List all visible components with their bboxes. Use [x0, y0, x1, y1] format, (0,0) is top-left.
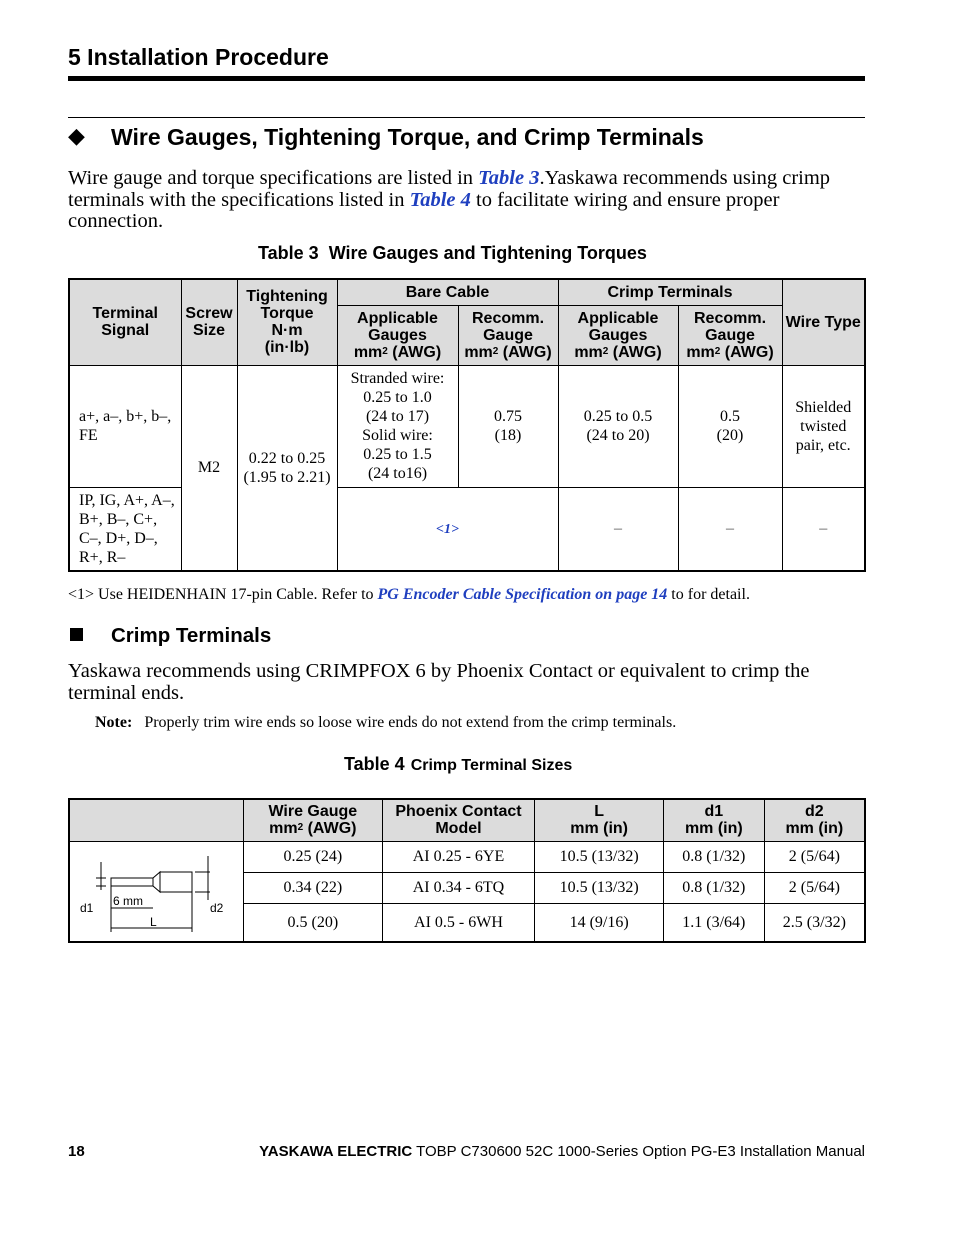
table4-r0-d1: 0.8 (1/32): [663, 841, 764, 872]
table3-bare-applicable: Stranded wire: 0.25 to 1.0 (24 to 17) Solid wire: 0.25 to 1.5 (24 to16): [337, 365, 458, 487]
crimp-paragraph: Yaskawa recommends using CRIMPFOX 6 by Phoenix Contact or equivalent to crimp the terminal ends.: [68, 660, 810, 704]
note-label: Note:: [95, 714, 133, 731]
footer-manual-name: TOBP C730600 52C 1000-Series Option PG-E3 Installation Manual: [412, 1143, 865, 1160]
diagram-d2-label: d2: [210, 900, 224, 915]
footnote-text: <1> Use HEIDENHAIN 17-pin Cable. Refer to: [68, 586, 378, 603]
table4-r2-l: 14 (9/16): [535, 903, 664, 941]
pg-encoder-cable-link[interactable]: PG Encoder Cable Specification on page 14: [377, 586, 668, 603]
footer-manual-title: [259, 1143, 865, 1160]
footnote-ref-link[interactable]: <1>: [436, 521, 459, 537]
table3-caption-number: Table 3: [258, 243, 319, 263]
page-number: 18: [68, 1143, 85, 1160]
table4-caption-number: Table 4: [344, 754, 405, 774]
header-model: Phoenix Contact Model: [382, 799, 535, 841]
header-tightening-torque: Tightening Torque N·m (in·lb): [237, 279, 337, 365]
table3-row2-signals: IP, IG, A+, A–, B+, B–, C+, C–, D+, D–, R+, R–: [69, 487, 181, 571]
crimp-terminals-heading: Crimp Terminals: [111, 624, 272, 647]
table3-link[interactable]: Table 3: [478, 167, 540, 189]
section-title: Wire Gauges, Tightening Torque, and Crimp Terminals: [111, 124, 704, 150]
table4-r0-wire-gauge: 0.25 (24): [244, 841, 383, 872]
table4-r0-l: 10.5 (13/32): [535, 841, 664, 872]
header-crimp-recomm-gauge: Recomm. Gauge $mm^2$ (AWG): [678, 305, 782, 365]
header-crimp-applicable-gauges: Applicable Gauges $mm^2$ (AWG): [558, 305, 678, 365]
note-text: Properly trim wire ends so loose wire ends do not extend from the crimp terminals.: [144, 714, 677, 731]
table3-wire-type: Shielded twisted pair, etc.: [782, 365, 865, 487]
intro-text: to facilitate wiring and ensure proper connection.: [68, 188, 780, 232]
table4-r1-d1: 0.8 (1/32): [663, 872, 764, 903]
crimp-terminal-table: [68, 798, 866, 943]
table3-caption: [258, 243, 647, 264]
diagram-l-label: L: [150, 914, 157, 929]
table4-link[interactable]: Table 4: [409, 188, 471, 211]
table3-torque: 0.22 to 0.25 (1.95 to 2.21): [237, 365, 337, 571]
table4-r2-d2: 2.5 (3/32): [764, 903, 865, 941]
header-crimp-terminals: Crimp Terminals: [558, 279, 782, 305]
table4-r1-d2: 2 (5/64): [764, 872, 865, 903]
table4-r2-d1: 1.1 (3/64): [663, 903, 764, 941]
table3-row2-bare-ref: [337, 487, 558, 571]
diagram-d1-label: d1: [80, 900, 94, 915]
header-l: L mm (in): [535, 799, 664, 841]
wire-gauge-table: [68, 278, 866, 572]
intro-text: .Yaskawa recommends using crimp terminals with the specifications listed in: [68, 167, 831, 211]
table4-caption: [344, 754, 572, 775]
table3-row1-signals: a+, a–, b+, b–, FE: [69, 365, 181, 487]
table3-screw-size: M2: [181, 365, 237, 571]
header-bare-recomm-gauge: Recomm. Gauge $mm^2$ (AWG): [458, 305, 558, 365]
chapter-rule: [68, 76, 865, 81]
footer-brand: YASKAWA ELECTRIC: [259, 1143, 413, 1160]
table3-caption-title: Wire Gauges and Tightening Torques: [328, 243, 647, 263]
footnote-text: to for detail.: [667, 586, 750, 603]
table3-crimp-applicable: 0.25 to 0.5 (24 to 20): [558, 365, 678, 487]
table4-r0-d2: 2 (5/64): [764, 841, 865, 872]
header-d2: d2 mm (in): [764, 799, 865, 841]
header-diagram: [69, 799, 244, 841]
table4-caption-title: Crimp Terminal Sizes: [410, 757, 573, 774]
header-wire-gauge: Wire Gauge $mm^2$ (AWG): [244, 799, 383, 841]
table4-r1-l: 10.5 (13/32): [535, 872, 664, 903]
table4-r1-model: AI 0.34 - 6TQ: [382, 872, 535, 903]
header-bare-cable: Bare Cable: [337, 279, 558, 305]
header-d1: d1 mm (in): [663, 799, 764, 841]
table3-row2-wire-type: –: [782, 487, 865, 571]
table4-r2-model: AI 0.5 - 6WH: [382, 903, 535, 941]
section-rule: [68, 117, 865, 118]
diamond-bullet-icon: ◆: [68, 123, 85, 148]
intro-text: Wire gauge and torque specifications are listed in: [68, 167, 479, 189]
table3-footnote: [68, 586, 750, 604]
table4-r0-model: AI 0.25 - 6YE: [382, 841, 535, 872]
header-wire-type: Wire Type: [782, 279, 865, 365]
chapter-heading: 5 Installation Procedure: [68, 44, 329, 70]
table4-r1-wire-gauge: 0.34 (22): [244, 872, 383, 903]
table3-bare-recomm: 0.75 (18): [458, 365, 558, 487]
crimp-terminal-drawing: [70, 842, 243, 941]
table4-r2-wire-gauge: 0.5 (20): [244, 903, 383, 941]
table3-crimp-recomm: 0.5 (20): [678, 365, 782, 487]
table3-row2-crimp-recomm: –: [678, 487, 782, 571]
diagram-length-label: 6 mm: [113, 893, 143, 908]
note: [95, 714, 676, 732]
table3-row2-crimp-applicable: –: [558, 487, 678, 571]
crimp-terminal-diagram: [69, 841, 244, 942]
header-screw-size: Screw Size: [181, 279, 237, 365]
header-terminal-signal: Terminal Signal: [69, 279, 181, 365]
square-bullet-icon: [70, 628, 83, 641]
intro-paragraph: [68, 168, 858, 233]
header-bare-applicable-gauges: Applicable Gauges $mm^2$ (AWG): [337, 305, 458, 365]
